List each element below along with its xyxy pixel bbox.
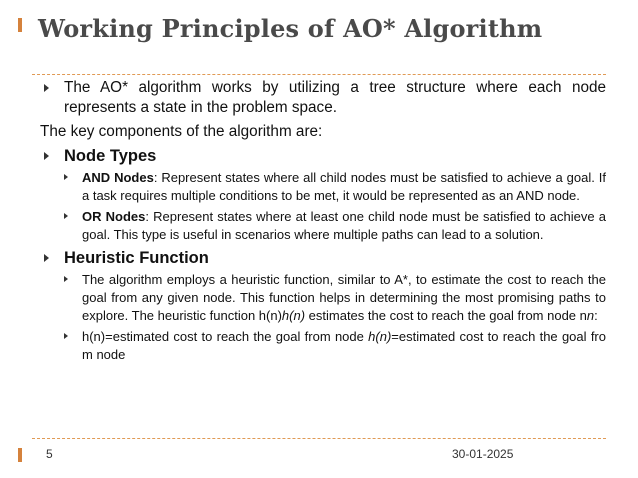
node-types-bullet xyxy=(40,146,606,166)
formula-text-italic: h(n) xyxy=(368,329,392,344)
slide-date: 30-01-2025 xyxy=(452,447,514,461)
title-divider xyxy=(32,74,606,75)
heuristic-text-italic: n xyxy=(586,308,595,323)
and-nodes-bullet xyxy=(40,169,606,205)
formula-text-part: h(n)=estimated cost to reach the goal from node xyxy=(82,329,369,344)
bullet-arrow-icon xyxy=(44,84,49,92)
slide-body xyxy=(40,78,606,364)
and-nodes-text: : Represent states where all child nodes must be satisfied to achieve a goal. If a task requires multiple conditions to be met, it would be represented as an AND node. xyxy=(82,170,606,203)
heuristic-formula-bullet xyxy=(40,328,606,364)
intro-text: The AO* algorithm works by utilizing a tree structure where each node represents a state in the problem space. xyxy=(64,79,606,116)
formula-text-part: =estimated cost to reach the goal fro m node xyxy=(82,329,606,362)
bullet-arrow-icon xyxy=(64,213,68,219)
bullet-arrow-icon xyxy=(64,276,68,282)
key-components-text: The key components of the algorithm are: xyxy=(40,123,323,140)
heuristic-text-part: : xyxy=(594,308,598,323)
or-nodes-text: : Represent states where at least one child node must be satisfied to achieve a goal. This type is useful in scenarios where multiple paths can lead to a solution. xyxy=(82,209,606,242)
and-nodes-label: AND Nodes xyxy=(82,170,154,185)
intro-bullet xyxy=(40,78,606,118)
heuristic-description-bullet xyxy=(40,271,606,325)
bullet-arrow-icon xyxy=(64,333,68,339)
heuristic-bullet xyxy=(40,248,606,268)
heuristic-heading: Heuristic Function xyxy=(64,249,209,267)
heuristic-text-part: The algorithm employs a heuristic function, similar to A*, to estimate the cost to reach the goal from any given node. This function helps in determining the most promising paths to explore. The heuristic function h(n) xyxy=(82,272,606,323)
bullet-arrow-icon xyxy=(64,174,68,180)
node-types-heading: Node Types xyxy=(64,147,157,165)
slide-title: Working Principles of AO* Algorithm xyxy=(38,14,543,43)
title-accent-bar xyxy=(18,18,22,32)
heuristic-text-italic: h(n) xyxy=(281,308,306,323)
bullet-arrow-icon xyxy=(44,152,49,160)
or-nodes-bullet xyxy=(40,208,606,244)
bullet-arrow-icon xyxy=(44,254,49,262)
page-number: 5 xyxy=(46,447,53,461)
or-nodes-label: OR Nodes xyxy=(82,209,146,224)
footer-accent-bar xyxy=(18,448,22,462)
footer-divider xyxy=(32,438,606,439)
heuristic-text-part: estimates the cost to reach the goal from node n xyxy=(305,308,587,323)
